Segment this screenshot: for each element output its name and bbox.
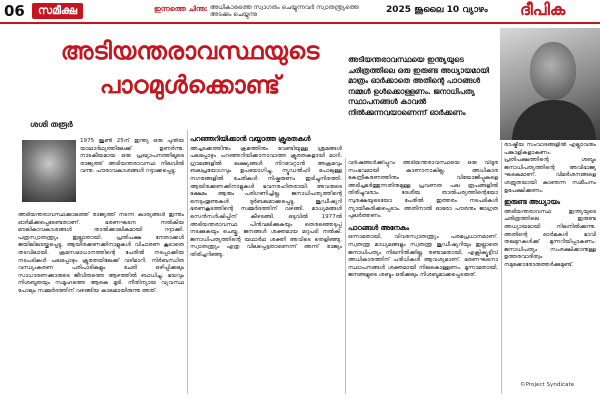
- page-number: 06: [4, 2, 25, 20]
- thought-text: അധികാരത്തെ സ്വാഗതം ചെയ്യുന്നവർ സ്വാതന്ത്ര്യത്തെ അടക്കം ചെയ്യുന്നു: [210, 4, 359, 18]
- subheading-2: പാഠങ്ങൾ അനേകം: [348, 223, 409, 232]
- column-4-text: രാഷ്ട്രീയ സംവാദങ്ങളിൽ എല്ലാവരും പങ്കാളികളാകണം. പ്രതിപക്ഷത്തിന്റെ ശബ്ദം ജനാധിപത്യത്തിന്റെ അവിഭാജ്യ ഘടകമാണ്. വിമർശനങ്ങളെ ശത്രുതയായി കാണുന്ന സമീപനം ഉപേക്ഷിക്കണം.: [504, 142, 596, 194]
- column-divider: [187, 130, 188, 394]
- thought-label: ഇന്നത്തെ ചിന്ത:: [154, 5, 208, 13]
- article-column-4: [504, 142, 596, 394]
- headline: [60, 34, 320, 102]
- subheading-1: പറഞ്ഞറിയിക്കാൻ വയ്യാത്ത ക്രൂരതകൾ: [190, 135, 311, 143]
- headline-line-2: പാഠമുൾക്കൊണ്ട്: [99, 71, 281, 99]
- article-column-3: [348, 160, 498, 394]
- column-4b-text: അടിയന്തരാവസ്ഥ ഇന്ത്യയുടെ ചരിത്രത്തിലെ ഇരുണ്ട അധ്യായമായി നിലനിൽക്കുന്നു. അതിന്റെ ഓർമകൾ ഭാവി തലമുറകൾക്ക് മുന്നറിയിപ്പാകണം. ജനാധിപത്യം സംരക്ഷിക്കാനുള്ള ഉത്തരവാദിത്വം നമുക്കോരോരുത്തർക്കുമുണ്ട്.: [504, 208, 596, 268]
- author-name: ശശി തരൂർ: [30, 120, 73, 129]
- column-divider: [501, 142, 502, 394]
- section-tag: സമീക്ഷ: [32, 3, 83, 19]
- column-2-text: അച്ചടക്കത്തിനും ക്രമത്തിനും വേണ്ടിയുള്ള ശ്രമങ്ങൾ പലപ്പോഴും പറഞ്ഞറിയിക്കാനാവാത്ത ക്രൂരതകളായി മാറി. ഗ്രാമങ്ങളിൽ ലക്ഷ്യങ്ങൾ നിറവേറ്റാൻ അക്രമവും ബലപ്രയോഗവും ഉപയോഗിച്ചു. ന്യൂഡൽഹി പോലുള്ള നഗരങ്ങളിൽ ചേരികൾ നിഷ്കരുണം ഇടിച്ചുനിരത്തി. ആയിരക്കണക്കിനാളുകൾ ഭവനരഹിതരായി. അവരുടെ ക്ഷേമം ആരും പരിഗണിച്ചില്ല. ജനാധിപത്യത്തിന്റെ നെടുംതൂണുകൾ ദുർബലമാക്കപ്പെട്ടു. ജുഡീഷ്യറി ഭരണകൂടത്തിന്റെ സമ്മർദത്തിന് വഴങ്ങി. മാധ്യമങ്ങൾ സെൻസർഷിപ്പിന് കീഴടങ്ങി. ഒടുവിൽ 1977ൽ അടിയന്തരാവസ്ഥ പിൻവലിക്കുകയും തെരഞ്ഞെടുപ്പ് നടക്കുകയും ചെയ്തു. ജനങ്ങൾ ശക്തമായ മറുപടി നൽകി. ജനാധിപത്യത്തിന്റെ യഥാർഥ ശക്തി അവിടെ തെളിഞ്ഞു. സ്വാതന്ത്ര്യം എത്ര വിലപ്പെട്ടതാണെന്ന് അന്ന് രാജ്യം തിരിച്ചറിഞ്ഞു.: [190, 145, 342, 258]
- article-column-1: [18, 212, 184, 392]
- article-column-2: [190, 132, 342, 394]
- newspaper-brand: ദീപിക: [520, 0, 566, 19]
- portrait-body: [512, 100, 596, 140]
- column-3-text: വർഷങ്ങൾക്കിപ്പുറം അടിയന്തരാവസ്ഥയെ ഒരു വിദൂര സംഭവമായി കാണാനാകില്ല. അധികാര കേന്ദ്രീകരണത്തിനും വിയോജിപ്പുകളെ അടിച്ചമർത്തുന്നതിനുമുള്ള പ്രവണത പല രൂപങ്ങളിൽ തിരിച്ചുവരാം. ദേശീയ താൽപര്യത്തിന്റെയോ സുരക്ഷയുടെയോ പേരിൽ ഇത്തരം നടപടികൾ ന്യായീകരിക്കപ്പെടാം. അതിനാൽ ഓരോ പൗരനും ജാഗ്രത പുലർത്തണം.: [348, 160, 498, 220]
- pull-quote: അടിയന്തരാവസ്ഥയെ ഇന്ത്യയുടെ ചരിത്രത്തിലെ ഒരു ഇരുണ്ട അധ്യായമായി മാത്രം ഓർക്കാതെ അതിന്റെ പാഠങ്ങൾ നമ്മൾ ഉൾക്കൊള്ളണം. ജനാധിപത്യ സ്ഥാപനങ്ങൾ കാവൽ നിൽക്കുന്നവയാണെന്ന് ഓർക്കണം: [348, 55, 490, 117]
- issue-date: 2025 ജൂലൈ 10 വ്യാഴം: [386, 5, 488, 15]
- column-divider: [345, 158, 346, 394]
- portrait-head: [530, 42, 576, 100]
- masthead: [0, 0, 600, 24]
- portrait-photo: [500, 28, 600, 140]
- syndicate-credit: ©Project Syndicate: [520, 382, 575, 388]
- column-1-text: അടിയന്തരാവസ്ഥക്കാലത്ത് രാജ്യത്ത് നടന്ന കാര്യങ്ങൾ ഇന്നും ഓർമിക്കപ്പെടേണ്ടതാണ്. ഭരണഘടന നൽകിയ മൗലികാവകാശങ്ങൾ താൽക്കാലികമായി റദ്ദാക്കി. പത്രസ്വാതന്ത്ര്യം ഇല്ലാതായി. പ്രതിപക്ഷ നേതാക്കൾ ജയിലിലടയ്ക്കപ്പെട്ടു. ആയിരക്കണക്കിനാളുകൾ വിചാരണ കൂടാതെ തടവിലായി. ക്രമസമാധാനത്തിന്റെ പേരിൽ നടപ്പാക്കിയ നടപടികൾ പലപ്പോഴും ക്രൂരതയിലേക്ക് വഴിമാറി. നിർബന്ധിത വന്ധ്യംകരണ പരിപാടികളും ചേരി ഒഴിപ്പിക്കലും സാധാരണക്കാരുടെ ജീവിതത്തെ ആഴത്തിൽ ബാധിച്ചു. ഭയവും നിശബ്ദതയും സമൂഹത്തെ ആകെ മൂടി. നീതിന്യായ വ്യവസ്ഥ പോലും സമ്മർദത്തിന് വഴങ്ങിയ കാലമായിരുന്നു അത്.: [18, 212, 184, 294]
- column-3b-text: ഒന്നാമതായി, വിവരസ്വാതന്ത്ര്യം പരമപ്രധാനമാണ്. സ്വതന്ത്ര മാധ്യമങ്ങളും സ്വതന്ത്ര ജുഡീഷ്യറിയും ഇല്ലാതെ ജനാധിപത്യം നിലനിൽക്കില്ല. രണ്ടാമതായി, എക്സിക്യൂട്ടീവ് അധികാരത്തിന് പരിധികൾ ആവശ്യമാണ്. ഭരണഘടനാ സ്ഥാപനങ്ങൾ ശക്തമായി നിലകൊള്ളണം. മൂന്നാമതായി, ജനങ്ങളുടെ ശബ്ദം ഒരിക്കലും നിശബ്ദമാക്കപ്പെടരുത്.: [348, 234, 498, 279]
- headline-line-1: അടിയന്തരാവസ്ഥയുടെ: [60, 37, 320, 65]
- intro-paragraph: 1975 ജൂൺ 25ന് ഇന്ത്യ ഒരു പുതിയ യാഥാർഥ്യത്തിലേക്ക് ഉണർന്നു. നാടകീയമായ ഒരു പ്രഖ്യാപനത്തിലൂടെ രാജ്യത്ത് അടിയന്തരാവസ്ഥ നിലവിൽ വന്നു. പൗരാവകാശങ്ങൾ റദ്ദാക്കപ്പെട്ടു.: [80, 138, 184, 175]
- subheading-3: ഇരുണ്ട അധ്യായം: [504, 198, 560, 207]
- article-intro: [80, 138, 184, 210]
- author-photo: [22, 140, 76, 202]
